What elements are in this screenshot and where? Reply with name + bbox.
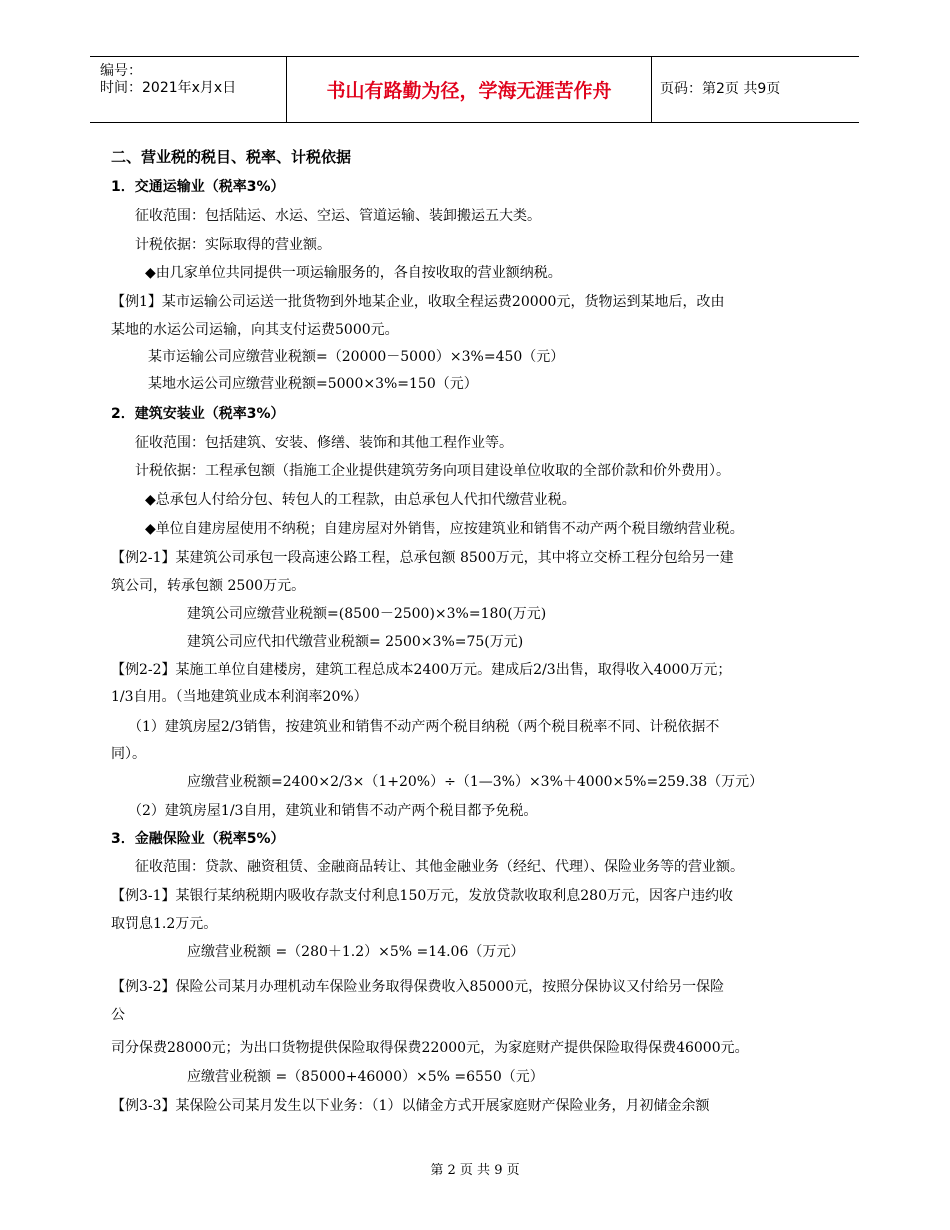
example-line: 某地的水运公司运输，向其支付运费5000元。 [111, 322, 399, 338]
subsection-heading-construction: 2．建筑安装业（税率3%） [111, 406, 285, 422]
paragraph-line: 计税依据：工程承包额（指施工企业提供建筑劳务向项目建设单位收取的全部价款和价外费用）。 [135, 463, 730, 479]
formula-line: 某地水运公司应缴营业税额=5000×3%=150（元） [148, 376, 478, 392]
subsection-heading-finance: 3．金融保险业（税率5%） [111, 831, 285, 847]
formula-line: 应缴营业税额=2400×2/3×（1+20%）÷（1—3%）×3%＋4000×5%=259.38（万元） [187, 774, 764, 790]
example-line: 司分保费28000元；为出口货物提供保险取得保费22000元，为家庭财产提供保险取得保费46000元。 [111, 1040, 749, 1056]
example-line: 1/3自用。（当地建筑业成本利润率20%） [111, 689, 368, 705]
example-line: 【例3-3】某保险公司某月发生以下业务：（1）以储金方式开展家庭财产保险业务，月初储金余额 [111, 1098, 710, 1114]
paragraph-line: 征收范围：贷款、融资租赁、金融商品转让、其他金融业务（经纪、代理）、保险业务等的营业额。 [135, 859, 744, 875]
page-footer: 第 2 页 共 9 页 [430, 1163, 520, 1178]
formula-line: 某市运输公司应缴营业税额=（20000－5000）×3%=450（元） [148, 349, 565, 365]
paragraph-line: 同）。 [111, 746, 146, 762]
paragraph-line: （1）建筑房屋2/3销售，按建筑业和销售不动产两个税目纳税（两个税目税率不同、计税依据不 [128, 719, 720, 735]
header-divider-right [651, 57, 652, 122]
example-line: 取罚息1.2万元。 [111, 916, 218, 932]
bullet-line: ◆由几家单位共同提供一项运输服务的，各自按收取的营业额纳税。 [145, 265, 562, 281]
example-line: 【例1】某市运输公司运送一批货物到外地某企业，收取全程运费20000元，货物运到某地后，改由 [111, 294, 725, 310]
bullet-line: ◆单位自建房屋使用不纳税；自建房屋对外销售，应按建筑业和销售不动产两个税目缴纳营业税。 [145, 521, 744, 537]
header-motto: 书山有路勤为径，学海无涯苦作舟 [326, 80, 612, 102]
paragraph-line: 计税依据：实际取得的营业额。 [135, 237, 331, 253]
formula-line: 应缴营业税额 =（280＋1.2）×5% =14.06（万元） [187, 944, 525, 960]
header-bottom-rule [90, 122, 859, 123]
example-line: 【例3-1】某银行某纳税期内吸收存款支付利息150万元，发放贷款收取利息280万元，因客户违约收 [111, 888, 733, 904]
subsection-heading-transport: 1．交通运输业（税率3%） [111, 179, 285, 195]
example-line: 公 [111, 1007, 125, 1023]
section-heading: 二、营业税的税目、税率、计税依据 [111, 148, 352, 166]
header-page-info: 页码：第2页 共9页 [660, 81, 781, 97]
header-number-label: 编号： [100, 63, 142, 79]
formula-line: 建筑公司应缴营业税额=(8500－2500)×3%=180(万元) [187, 606, 547, 622]
example-line: 【例3-2】保险公司某月办理机动车保险业务取得保费收入85000元，按照分保协议又付给另一保险 [111, 979, 725, 995]
header-date: 时间：2021年x月x日 [100, 80, 237, 96]
paragraph-line: 征收范围：包括陆运、水运、空运、管道运输、装卸搬运五大类。 [135, 208, 541, 224]
example-line: 筑公司，转承包额 2500万元。 [111, 578, 306, 594]
bullet-line: ◆总承包人付给分包、转包人的工程款，由总承包人代扣代缴营业税。 [145, 492, 576, 508]
example-line: 【例2-1】某建筑公司承包一段高速公路工程，总承包额 8500万元，其中将立交桥工程分包给另一建 [111, 550, 734, 566]
header-top-rule [90, 56, 859, 57]
formula-line: 建筑公司应代扣代缴营业税额= 2500×3%=75(万元) [187, 634, 524, 650]
paragraph-line: 征收范围：包括建筑、安装、修缮、装饰和其他工程作业等。 [135, 435, 513, 451]
example-line: 【例2-2】某施工单位自建楼房，建筑工程总成本2400万元。建成后2/3出售，取得收入4000万元； [111, 662, 732, 678]
paragraph-line: （2）建筑房屋1/3自用，建筑业和销售不动产两个税目都予免税。 [128, 803, 538, 819]
formula-line: 应缴营业税额 =（85000+46000）×5% =6550（元） [187, 1069, 544, 1085]
